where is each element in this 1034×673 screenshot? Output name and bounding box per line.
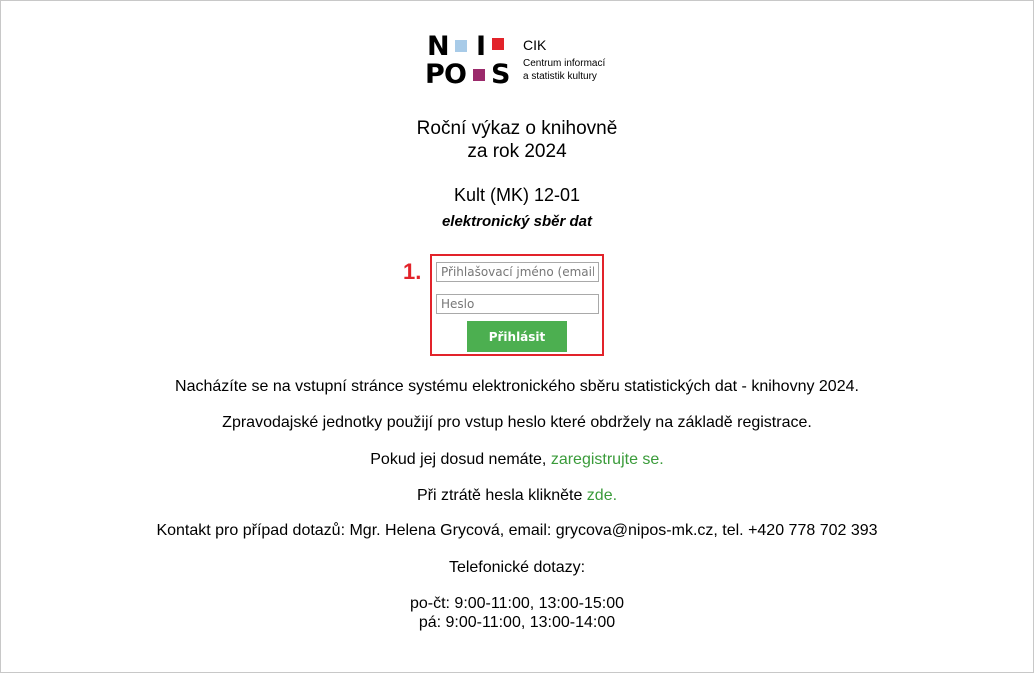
logo-letter-o: O — [444, 59, 467, 90]
contact-info: Kontakt pro případ dotazů: Mgr. Helena Grycová, email: grycova@nipos-mk.cz, tel. +420 778 702 393 — [156, 522, 878, 539]
lost-password-link[interactable]: zde. — [586, 487, 618, 504]
page-title-line1: Roční výkaz o knihovně — [416, 118, 618, 139]
logo-square-red — [492, 38, 504, 50]
logo-letter-s: S — [491, 59, 511, 90]
register-prefix: Pokud jej dosud nemáte, — [370, 451, 551, 468]
page-title — [0, 117, 1034, 163]
logo-org-name — [523, 57, 605, 83]
step-marker: 1. — [403, 259, 422, 284]
register-link[interactable]: zaregistrujte se. — [550, 451, 664, 468]
page-title-line2: za rok 2024 — [467, 141, 567, 162]
logo-org-line2: a statistik kultury — [523, 71, 597, 82]
nipos-logo — [425, 33, 625, 89]
intro-text: Nacházíte se na vstupní stránce systému elektronického sběru statistických dat - knihovny 2024. — [175, 378, 859, 395]
login-button[interactable]: Přihlásit — [467, 321, 567, 352]
office-hours — [0, 594, 1034, 632]
phone-heading: Telefonické dotazy: — [448, 559, 586, 576]
logo-org-line1: Centrum informací — [523, 58, 606, 69]
form-code: Kult (MK) 12-01 — [453, 185, 581, 205]
hours-fri: pá: 9:00-11:00, 13:00-14:00 — [418, 614, 616, 631]
password-input[interactable] — [436, 294, 599, 314]
logo-letter-i: I — [476, 31, 487, 62]
logo-letter-n: N — [427, 31, 450, 62]
logo-square-purple — [473, 69, 485, 81]
lost-password-prefix: Při ztrátě hesla klikněte — [416, 487, 587, 504]
username-input[interactable] — [436, 262, 599, 282]
logo-org-short: CIK — [523, 37, 547, 53]
register-line — [0, 450, 1034, 469]
registration-note: Zpravodajské jednotky použijí pro vstup heslo které obdržely na základě registrace. — [222, 414, 812, 431]
hours-mon-thu: po-čt: 9:00-11:00, 13:00-15:00 — [409, 595, 625, 612]
page-subtitle: elektronický sběr dat — [441, 213, 593, 230]
logo-letter-p: P — [425, 59, 445, 90]
lost-password-line — [0, 486, 1034, 505]
logo-square-blue — [455, 40, 467, 52]
login-form — [430, 254, 604, 356]
